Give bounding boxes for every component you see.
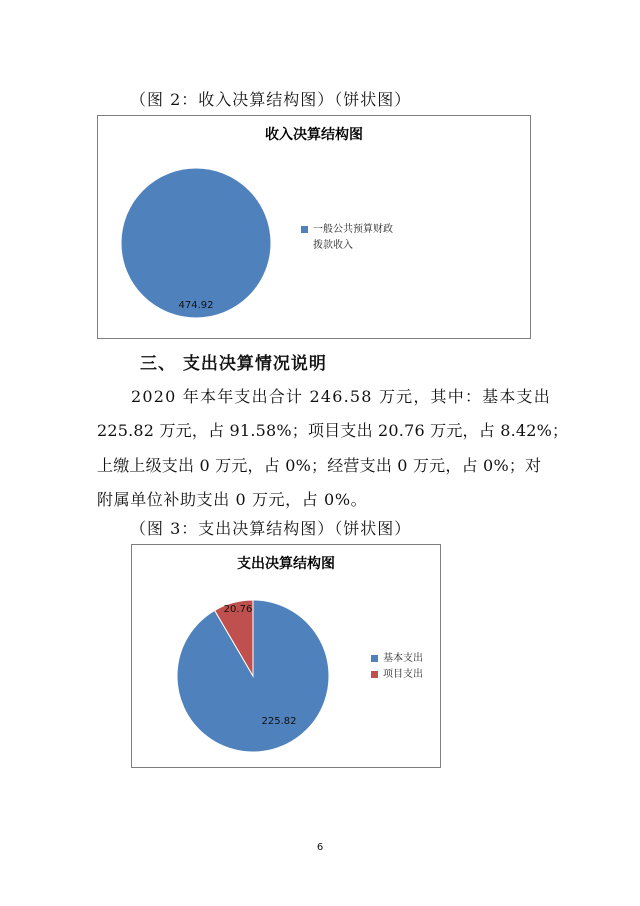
income-pie-chart	[97, 115, 531, 339]
chart-title: 支出决算结构图	[237, 556, 335, 572]
legend-swatch	[371, 671, 378, 678]
legend-label: 基本支出	[383, 653, 423, 664]
legend-swatch	[371, 655, 378, 662]
legend-item	[371, 651, 441, 667]
paragraph-line: 225.82 万元，占 91.58%；项目支出 20.76 万元，占 8.42%；	[97, 421, 569, 440]
legend-label-line-2: 拨款收入	[313, 240, 353, 251]
pie-slice	[121, 168, 271, 318]
section-heading: 三、 支出决算情况说明	[140, 354, 327, 374]
paragraph-line: 2020 年本年支出合计 246.58 万元，其中：基本支出	[131, 387, 551, 406]
data-label: 474.92	[178, 300, 214, 311]
legend-label-line-1: 一般公共预算财政	[313, 224, 393, 235]
chart-legend	[301, 222, 421, 254]
legend-swatch	[301, 226, 308, 233]
data-label: 20.76	[223, 604, 253, 615]
paragraph-line: 上缴上级支出 0 万元，占 0%；经营支出 0 万元，占 0%；对	[97, 456, 542, 475]
chart-title: 收入决算结构图	[265, 127, 363, 143]
legend-item	[371, 667, 441, 683]
expenditure-pie-chart	[131, 544, 441, 768]
figure-3-caption: （图 3：支出决算结构图）（饼状图）	[130, 519, 412, 538]
data-label: 225.82	[261, 716, 297, 727]
chart-legend	[371, 651, 441, 683]
paragraph-line: 附属单位补助支出 0 万元，占 0%。	[97, 490, 368, 509]
figure-2-caption: （图 2：收入决算结构图）（饼状图）	[130, 90, 412, 109]
legend-item	[301, 222, 421, 254]
legend-label: 项目支出	[383, 669, 423, 680]
page-number: 6	[316, 842, 324, 853]
